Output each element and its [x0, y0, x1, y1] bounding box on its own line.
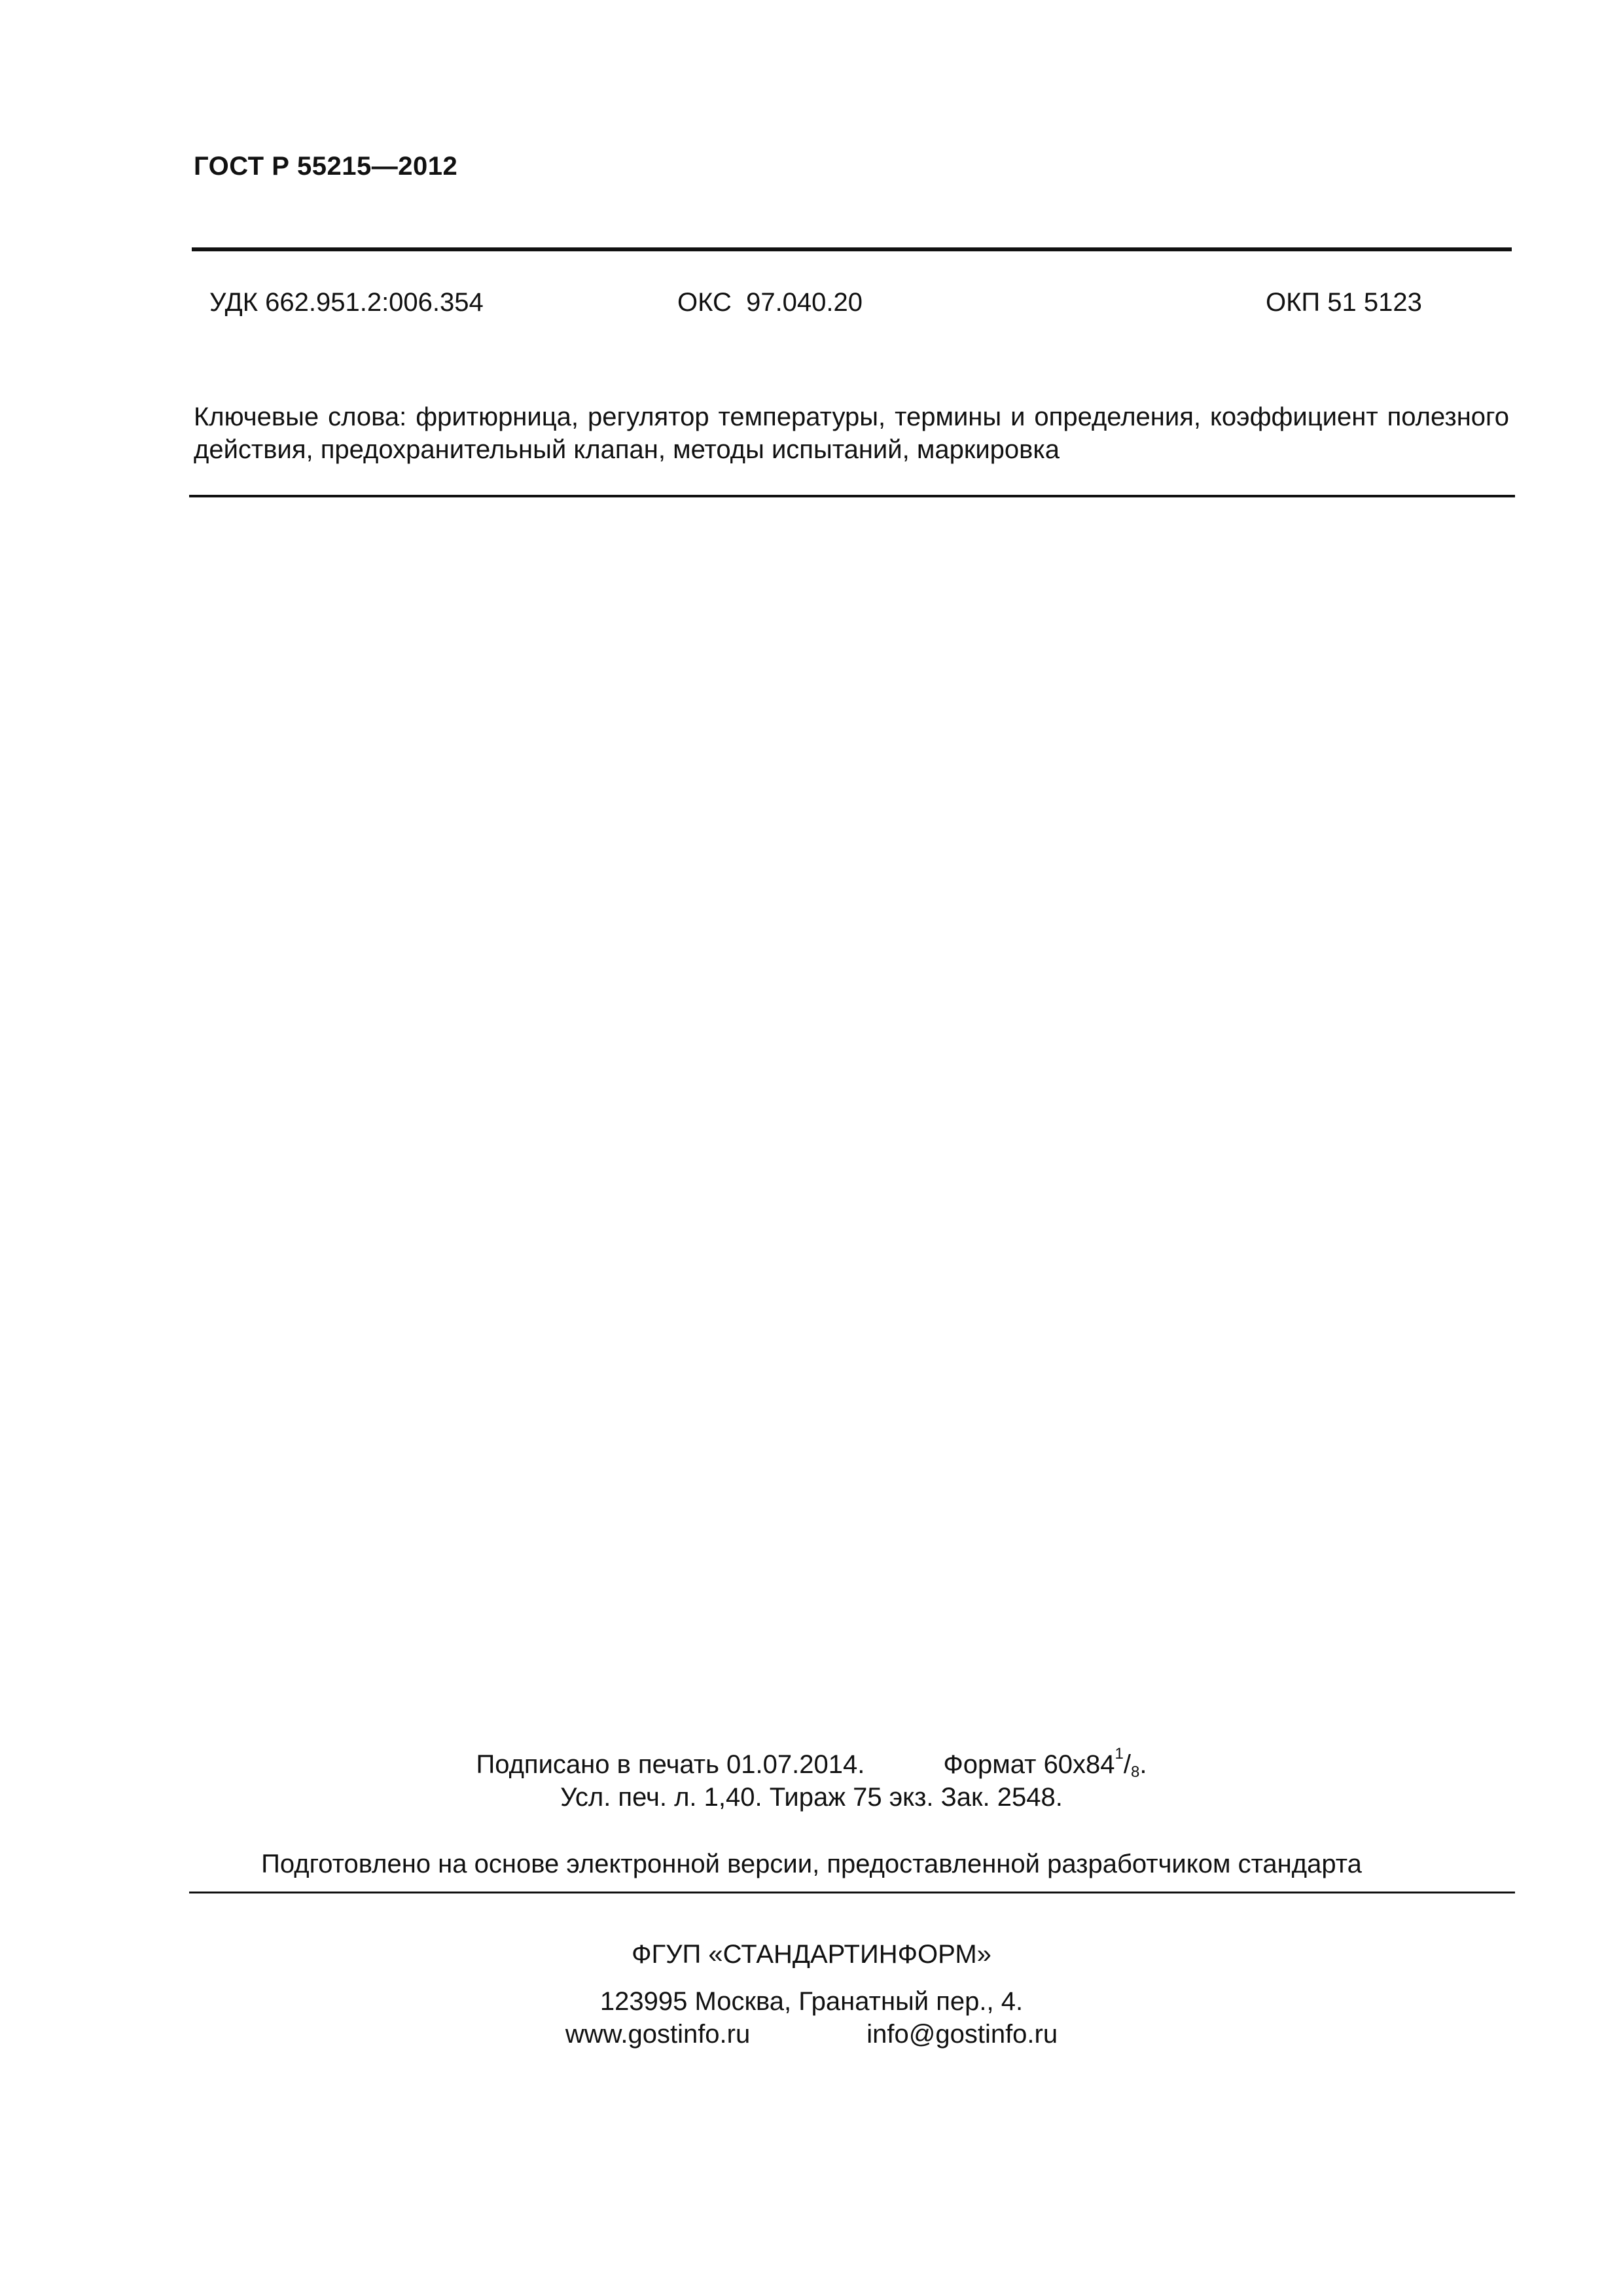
- publisher-contacts: [0, 2018, 1623, 2050]
- signed-date: Подписано в печать 01.07.2014.: [476, 1750, 865, 1779]
- publisher-name: ФГУП «СТАНДАРТИНФОРМ»: [632, 1940, 991, 1969]
- keywords-paragraph: Ключевые слова: фритюрница, регулятор температуры, термины и определения, коэффициент полезного действия, предохранительный клапан, методы испытаний, маркировка: [194, 403, 1509, 464]
- print-format: Формат $60х84^1/_8$.: [943, 1745, 1147, 1781]
- okp-code: ОКП 51 5123: [1266, 288, 1422, 317]
- udk-code: УДК 662.951.2:006.354: [209, 288, 484, 317]
- print-details: Усл. печ. л. 1,40. Тираж 75 экз. Зак. 2548.: [560, 1783, 1063, 1812]
- email-link[interactable]: info@gostinfo.ru: [866, 2020, 1058, 2049]
- document-code: ГОСТ Р 55215—2012: [194, 152, 458, 181]
- top-divider: [192, 247, 1512, 251]
- publisher-address: 123995 Москва, Гранатный пер., 4.: [599, 1987, 1024, 2016]
- keywords-divider: [189, 495, 1515, 497]
- footer-divider: [189, 1892, 1515, 1893]
- signed-for-print-line: [0, 1745, 1623, 1781]
- prepared-note: Подготовлено на основе электронной версии, предоставленной разработчиком стандарта: [261, 1850, 1362, 1878]
- oks-code: ОКС 97.040.20: [677, 288, 863, 317]
- website-link[interactable]: www.gostinfo.ru: [565, 2020, 751, 2049]
